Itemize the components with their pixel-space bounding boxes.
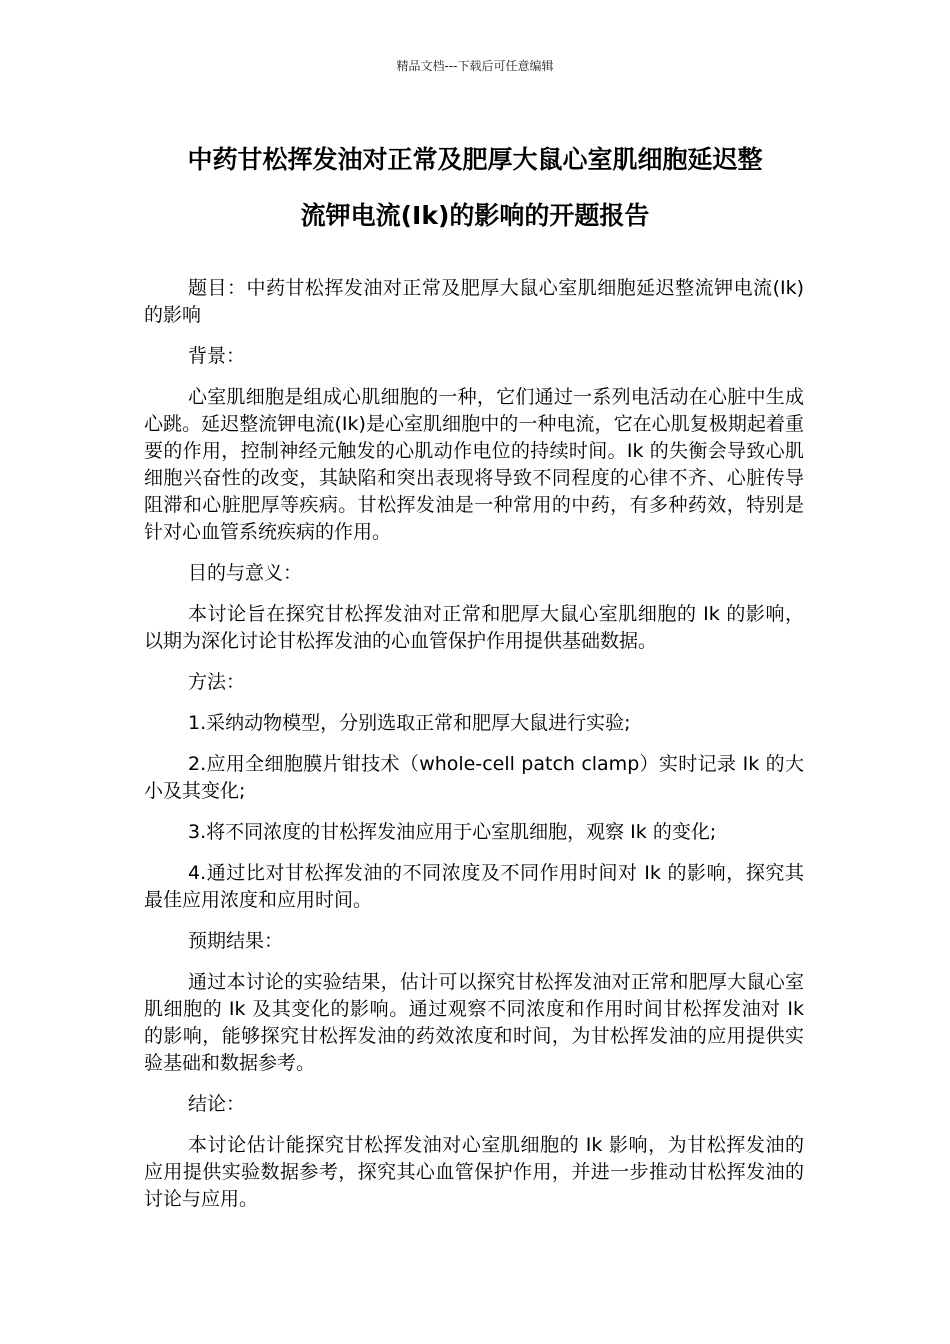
- title-line-2: 流钾电流(Ik)的影响的开题报告: [300, 201, 650, 230]
- background-heading: 背景：: [188, 345, 246, 367]
- method-item-3: 3.将不同浓度的甘松挥发油应用于心室肌细胞，观察 Ik 的变化;: [188, 821, 717, 843]
- purpose-heading: 目的与意义：: [188, 562, 303, 584]
- expected-results-heading: 预期结果：: [188, 930, 284, 952]
- method-item-2: 2.应用全细胞膜片钳技术（whole-cell patch clamp）实时记录 Ik 的大小及其变化;: [144, 753, 804, 802]
- title-line-1: 中药甘松挥发油对正常及肥厚大鼠心室肌细胞延迟整: [187, 145, 763, 174]
- background-paragraph: 心室肌细胞是组成心肌细胞的一种，它们通过一系列电活动在心脏中生成心跳。延迟整流钾电流(Ik)是心室肌细胞中的一种电流，它在心肌复极期起着重要的作用，控制神经元触发的心肌动作电位的持续时间。Ik 的失衡会导致心肌细胞兴奋性的改变，其缺陷和突出表现将导致不同程度的心律不齐、心脏传导阻滞和心脏肥厚等疾病。甘松挥发油是一种常用的中药，有多种药效，特别是针对心血管系统疾病的作用。: [144, 386, 804, 543]
- document-title: [120, 132, 830, 244]
- header-note: 精品文档---下载后可任意编辑: [396, 59, 554, 73]
- method-item-4: 4.通过比对甘松挥发油的不同浓度及不同作用时间对 Ik 的影响，探究其最佳应用浓度和应用时间。: [144, 862, 804, 911]
- document-body: [144, 275, 804, 1227]
- expected-results-paragraph: 通过本讨论的实验结果，估计可以探究甘松挥发油对正常和肥厚大鼠心室肌细胞的 Ik 及其变化的影响。通过观察不同浓度和作用时间甘松挥发油对 Ik 的影响，能够探究甘松挥发油的药效浓度和时间，为甘松挥发油的应用提供实验基础和数据参考。: [144, 971, 804, 1074]
- conclusion-heading: 结论：: [188, 1093, 246, 1115]
- topic-paragraph: 题目：中药甘松挥发油对正常及肥厚大鼠心室肌细胞延迟整流钾电流(Ik)的影响: [144, 277, 804, 326]
- method-item-1: 1.采纳动物模型，分别选取正常和肥厚大鼠进行实验;: [188, 712, 631, 734]
- conclusion-paragraph: 本讨论估计能探究甘松挥发油对心室肌细胞的 Ik 影响，为甘松挥发油的应用提供实验数据参考，探究其心血管保护作用，并进一步推动甘松挥发油的讨论与应用。: [144, 1134, 804, 1210]
- methods-heading: 方法：: [188, 671, 246, 693]
- purpose-paragraph: 本讨论旨在探究甘松挥发油对正常和肥厚大鼠心室肌细胞的 Ik 的影响，以期为深化讨论甘松挥发油的心血管保护作用提供基础数据。: [144, 603, 804, 652]
